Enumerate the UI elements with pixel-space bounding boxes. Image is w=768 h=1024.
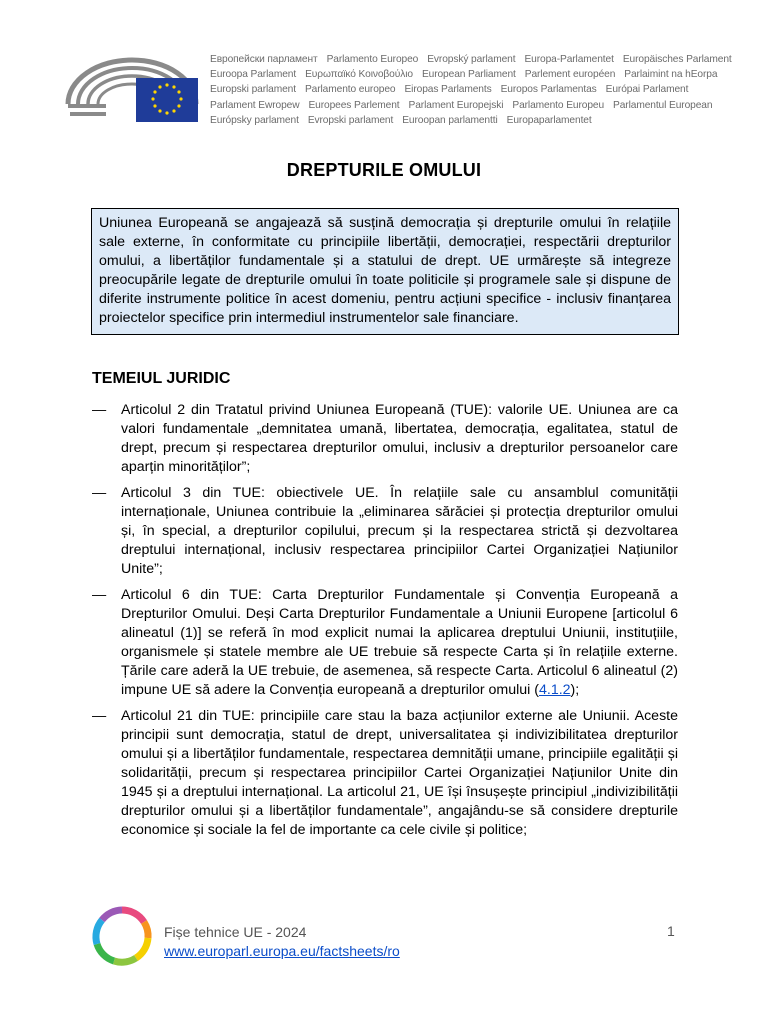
list-item-text-end: ); [570, 682, 580, 698]
parliament-name: Euroopan parlamentti [402, 114, 498, 126]
page-number: 1 [667, 923, 675, 939]
list-item [92, 707, 678, 840]
parliament-name: Evropský parlament [427, 54, 516, 65]
parliament-name: Parlament Ewropew [210, 99, 300, 111]
list-item [92, 401, 678, 477]
list-item-text: Articolul 2 din Tratatul privind Uniunea Europeană (TUE): valorile UE. Uniunea are ca valori fundamentale „demnitatea umană, libertatea, democrația, egalitatea, statul de drept, precum și respectarea drepturilor omului, inclusiv a drepturilor persoanelor care aparțin minorităților”; [121, 402, 678, 475]
parliament-name: Parlement européen [524, 69, 616, 81]
footer [164, 923, 400, 961]
parliament-name: Parlaimint na hEorpa [624, 69, 718, 81]
parliament-name: Evropski parlament [307, 114, 394, 126]
parliament-name: Parlamento Europeo [326, 54, 419, 65]
parliament-name: Parlament Europejski [408, 99, 504, 111]
list-item-text: Articolul 21 din TUE: principiile care stau la baza acțiunilor externe ale Uniunii. Aceste principii sunt democrația, statul de drept, universalitatea și indivizibilitatea drepturilor omului și a libertăților fundamentale, respectarea demnității umane, principiile egalității și solidarității, precum și respectarea principiilor Cartei Organizației Națiunilor Unite din 1945 și a dreptului internațional. La articolul 21, UE își însușește principiul „indivizibilității drepturilor omului și a libertăților fundamentale”, angajându-se să considere drepturile economice și sociale la fel de importante ca cele civile și politice; [121, 708, 678, 838]
parliament-names-row [210, 52, 750, 67]
parliament-name: European Parliament [421, 69, 516, 81]
parliament-names-row [210, 113, 750, 128]
parliament-names-row [210, 82, 750, 97]
parliament-names [210, 52, 750, 128]
parliament-name: Euroopa Parlament [210, 69, 297, 81]
dash-bullet: — [92, 708, 107, 724]
legal-basis-list [92, 401, 678, 847]
parliament-name: Parlamento europeo [304, 84, 396, 96]
section-heading: TEMEIUL JURIDIC [92, 370, 231, 387]
parliament-name: Europa-Parlamentet [524, 54, 614, 65]
list-item-text: Articolul 3 din TUE: obiectivele UE. În relațiile sale cu ansamblul comunității internaționale, Uniunea contribuie la „eliminarea sărăciei și protecția drepturilor omului și, în special, a drepturilor copilului, precum și la respectarea strictă și dezvoltarea dreptului internațional, inclusiv respectarea principiilor Cartei Organizației Națiunilor Unite”; [121, 485, 678, 577]
list-item [92, 586, 678, 700]
parliament-name: Ευρωπαϊκό Κοινοβούλιο [305, 69, 413, 81]
parliament-name: Europski parlament [210, 84, 296, 96]
european-parliament-logo [62, 44, 202, 128]
parliament-names-row [210, 67, 750, 82]
factsheets-logo [90, 904, 154, 968]
reference-link[interactable]: 4.1.2 [538, 682, 571, 698]
parliament-name: Europos Parlamentas [500, 84, 597, 96]
footer-label: Fișe tehnice UE - 2024 [164, 924, 307, 940]
list-item-text: Articolul 6 din TUE: Carta Drepturilor Fundamentale și Convenția Europeană a Drepturilor Omului. Deși Carta Drepturilor Fundamentale a Uniunii Europene [articolul 6 alineatul (1)] se referă în mod explicit numai la aplicarea dreptului Uniunii, instituțiile, organismele și statele membre ale UE trebuie să respecte Carta și în relațiile externe. Țările care aderă la UE trebuie, de asemenea, să respecte Carta. Articolul 6 alineatul (2) impune UE să adere la Convenția europeană a drepturilor omului ( [121, 587, 678, 698]
parliament-name: Eiropas Parlaments [404, 84, 492, 96]
dash-bullet: — [92, 402, 107, 418]
parliament-name: Európsky parlament [210, 114, 299, 126]
parliament-name: Parlamento Europeu [512, 99, 605, 111]
parliament-names-row [210, 98, 750, 113]
dash-bullet: — [92, 485, 107, 501]
parliament-name: Europaparlamentet [506, 114, 592, 126]
parliament-name: Europees Parlement [308, 99, 400, 111]
parliament-name: Parlamentul European [613, 99, 713, 111]
list-item [92, 484, 678, 579]
parliament-name: Európai Parlament [605, 84, 689, 96]
page-title: DREPTURILE OMULUI [286, 160, 482, 180]
dash-bullet: — [92, 587, 107, 603]
parliament-name: Europäisches Parlament [622, 54, 732, 65]
parliament-name: Европейски парламент [210, 54, 318, 65]
footer-url-link[interactable]: www.europarl.europa.eu/factsheets/ro [164, 943, 400, 959]
summary-box: Uniunea Europeană se angajează să susțină democrația și drepturile omului în relațiile sale externe, în conformitate cu principiile libertății, democrației, respectării drepturilor omului, a libertăților fundamentale și a statului de drept. UE urmărește să integreze preocupările legate de drepturile omului în toate politicile și programele sale și dispune de diferite instrumente politice în acest domeniu, pentru acțiuni specifice - inclusiv finanțarea proiectelor specifice prin intermediul instrumentelor sale financiare. [91, 208, 679, 335]
